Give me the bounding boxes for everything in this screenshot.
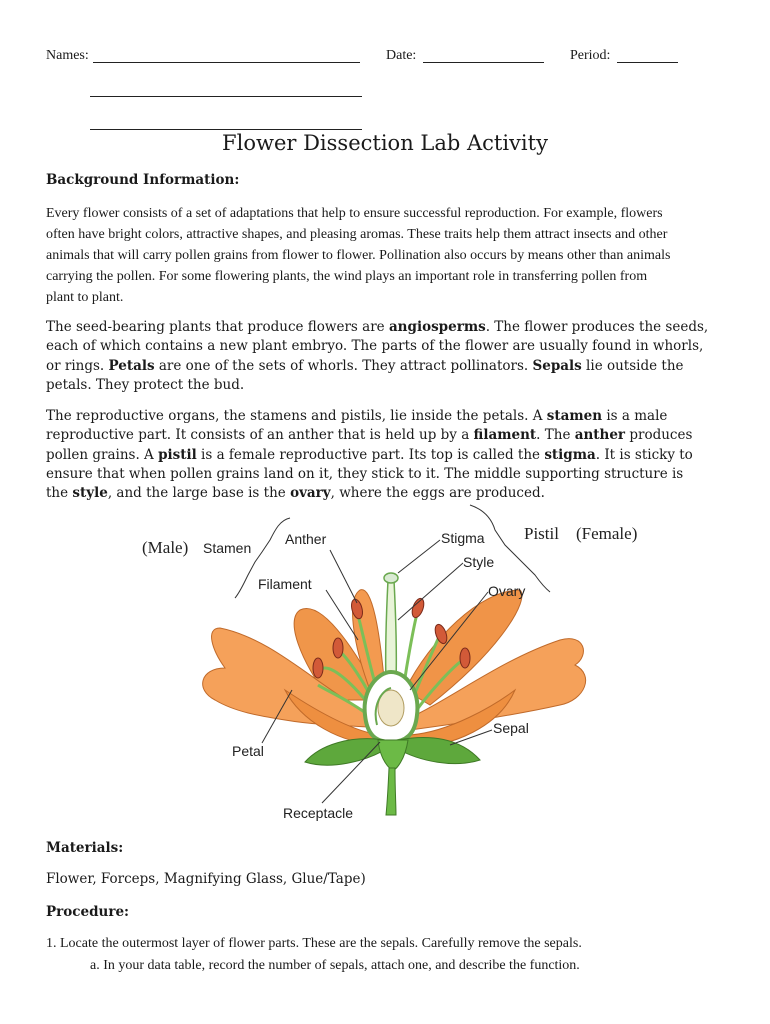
- sepal-center: [378, 740, 408, 770]
- label-sepal: Sepal: [493, 720, 529, 736]
- paragraph-line: animals that will carry pollen grains from flower to flower. Pollination also occurs by means other than animals: [46, 248, 671, 263]
- paragraph-line: or rings. Petals are one of the sets of whorls. They attract pollinators. Sepals lie outside the: [46, 357, 684, 374]
- term-pistil: pistil: [158, 446, 197, 463]
- label-male: (Male): [142, 538, 189, 557]
- anther: [313, 658, 323, 678]
- term-filament: filament: [473, 427, 537, 444]
- label-filament: Filament: [258, 576, 312, 592]
- label-receptacle: Receptacle: [283, 805, 354, 821]
- paragraph-line: The seed-bearing plants that produce flowers are angiosperms. The flower produces the seeds,: [46, 319, 709, 335]
- label-anther: Anther: [285, 531, 327, 547]
- paragraph-line: reproductive part. It consists of an anther that is held up by a filament. The anther produces: [46, 427, 693, 444]
- period-label: Period:: [570, 48, 611, 63]
- background-heading: Background Information:: [46, 172, 240, 188]
- term-stigma: stigma: [544, 446, 596, 463]
- procedure-heading: Procedure:: [46, 904, 130, 920]
- term-anther: anther: [574, 427, 626, 444]
- paragraph-line: the style, and the large base is the ovary, where the eggs are produced.: [46, 485, 545, 502]
- names-label: Names:: [46, 48, 89, 63]
- style: [386, 580, 397, 680]
- paragraph-line: petals. They protect the bud.: [46, 376, 245, 393]
- anther: [333, 638, 343, 658]
- sepal-left: [305, 739, 388, 765]
- stem: [386, 768, 396, 815]
- stigma: [384, 573, 398, 583]
- term-petals: Petals: [108, 357, 155, 374]
- label-pistil: Pistil: [524, 524, 559, 543]
- procedure-step-1: 1. Locate the outermost layer of flower parts. These are the sepals. Carefully remove the sepals.: [46, 936, 582, 951]
- paragraph-line: each of which contains a new plant embryo. The parts of the flower are usually found in whorls,: [46, 338, 704, 355]
- materials-text: Flower, Forceps, Magnifying Glass, Glue/Tape): [46, 871, 366, 887]
- paragraph-line: ensure that when pollen grains land on it, they stick to it. The middle supporting structure is: [46, 465, 684, 482]
- term-sepals: Sepals: [532, 357, 582, 374]
- label-style: Style: [463, 554, 495, 570]
- paragraph-line: often have bright colors, attractive shapes, and pleasing aromas. These traits help them attract insects and other: [46, 227, 668, 242]
- label-ovary: Ovary: [488, 583, 526, 599]
- label-female: (Female): [576, 524, 638, 543]
- label-stigma: Stigma: [441, 530, 485, 546]
- paragraph-line: plant to plant.: [46, 290, 124, 305]
- term-angiosperms: angiosperms: [388, 319, 486, 335]
- sepal-right: [396, 737, 480, 763]
- procedure-step-1a: a. In your data table, record the number of sepals, attach one, and describe the function.: [90, 958, 580, 973]
- label-stamen: Stamen: [203, 540, 252, 556]
- page-title: Flower Dissection Lab Activity: [222, 131, 548, 155]
- date-label: Date:: [386, 48, 417, 63]
- term-style: style: [72, 485, 108, 502]
- paragraph-line: Every flower consists of a set of adaptations that help to ensure successful reproduction. For example, flowers: [46, 206, 663, 221]
- paragraph-line: carrying the pollen. For some flowering plants, the wind plays an important role in transferring pollen from: [46, 269, 648, 284]
- materials-heading: Materials:: [46, 840, 124, 856]
- term-stamen: stamen: [546, 408, 603, 424]
- paragraph-line: pollen grains. A pistil is a female reproductive part. Its top is called the stigma. It is sticky to: [46, 446, 693, 463]
- anther: [460, 648, 470, 668]
- label-petal: Petal: [232, 743, 264, 759]
- term-ovary: ovary: [290, 485, 331, 502]
- paragraph-line: The reproductive organs, the stamens and pistils, lie inside the petals. A stamen is a male: [46, 408, 668, 424]
- pistil-bracket: [470, 505, 550, 592]
